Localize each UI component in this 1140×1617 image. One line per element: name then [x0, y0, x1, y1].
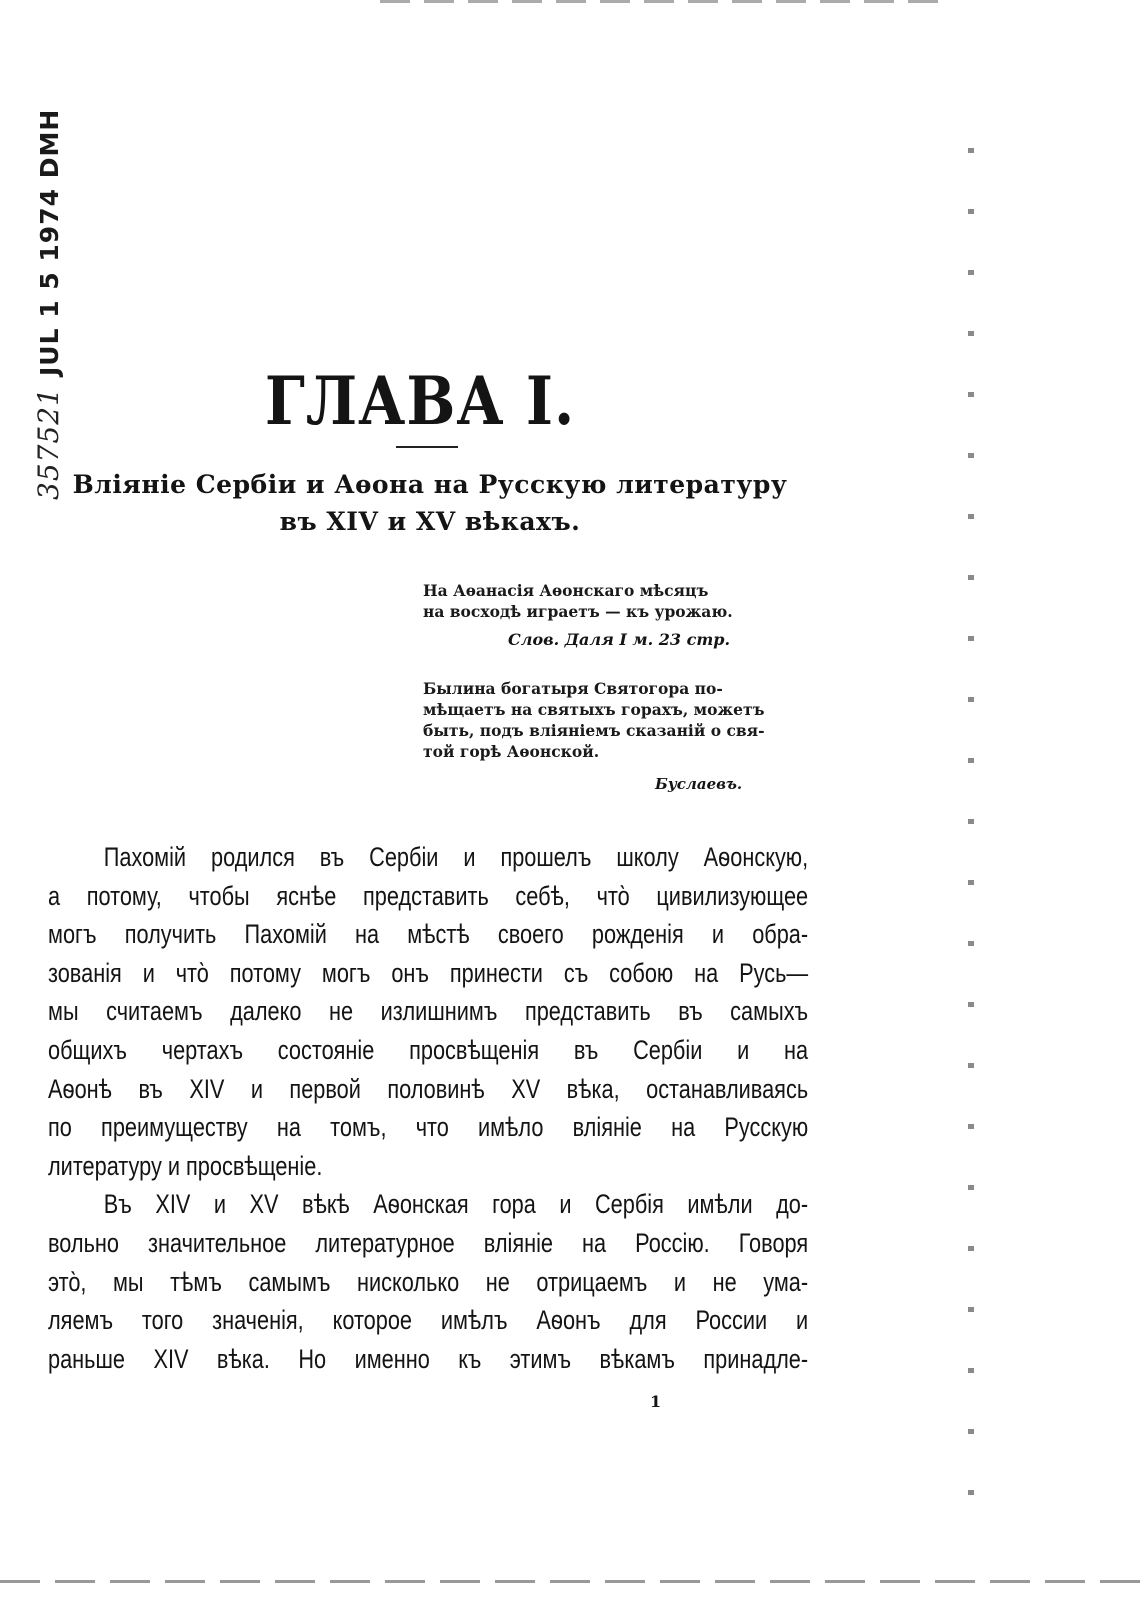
body-line: по преимуществу на томъ, что имѣло вліяніе на Русскую	[48, 1112, 809, 1143]
body-line: общихъ чертахъ состояніе просвѣщенія въ Сербіи и на	[48, 1034, 809, 1065]
epigraph-2-line: быть, подъ вліяніемъ сказаній о свя-	[423, 721, 765, 740]
body-line: Въ XIV и XV вѣкѣ Аѳонская гора и Сербія имѣли до-	[103, 1189, 809, 1220]
body-line: зованія и что̀ потому могъ онъ принести съ собою на Русь—	[48, 957, 809, 988]
body-line: раньше XIV вѣка. Но именно къ этимъ вѣкамъ принадле-	[48, 1343, 809, 1374]
chapter-subtitle-line-1: Вліяніе Сербіи и Аѳона на Русскую литературу	[72, 470, 788, 499]
epigraph-2	[423, 678, 803, 762]
chapter-subtitle-line-2: въ XIV и XV вѣкахъ.	[279, 507, 581, 536]
epigraph-1-line: На Аѳанасія Аѳонскаго мѣсяцъ	[423, 581, 709, 600]
body-line: мы считаемъ далеко не излишнимъ представить въ самыхъ	[48, 996, 809, 1027]
body-line: литературу и просвѣщеніе.	[48, 1150, 323, 1181]
body-line: вольно значительное литературное вліяніе на Россію. Говоря	[48, 1227, 809, 1258]
epigraph-2-line: мѣщаетъ на святыхъ горахъ, можетъ	[423, 700, 765, 719]
body-line: Аѳонѣ въ XIV и первой половинѣ XV вѣка, останавливаясь	[48, 1073, 809, 1104]
library-stamp	[32, 109, 65, 500]
chapter-title: ГЛАВА I.	[264, 362, 576, 441]
body-line: это̀, мы тѣмъ самымъ нисколько не отрицаемъ и не ума-	[48, 1266, 809, 1297]
body-line: а потому, чтобы яснѣе представить себѣ, что̀ цивилизующее	[48, 880, 809, 911]
epigraph-1	[423, 580, 803, 622]
body-text	[48, 838, 808, 1378]
epigraph-1-line: на восходѣ играетъ — къ урожаю.	[423, 602, 733, 621]
title-divider	[396, 446, 458, 448]
page-number: 1	[650, 1392, 662, 1411]
epigraph-1-source: Слов. Даля I м. 23 стр.	[508, 630, 731, 649]
stamp-date: JUL 1 5 1974 DMH	[35, 108, 64, 377]
epigraph-2-line: Былина богатыря Святогора по-	[423, 679, 723, 698]
epigraph-2-source: Буслаевъ.	[655, 775, 743, 793]
body-line: Пахомій родился въ Сербіи и прошелъ школу Аѳонскую,	[103, 842, 809, 872]
epigraph-2-line: той горѣ Аѳонской.	[423, 742, 600, 761]
scan-edge-right	[968, 120, 974, 1500]
scan-edge-bottom	[0, 1580, 1140, 1583]
scan-edge-top	[380, 0, 940, 3]
stamp-handwritten-number: 357521	[32, 387, 65, 500]
body-line: ляемъ того значенія, которое имѣлъ Аѳонъ для России и	[48, 1305, 809, 1336]
body-line: могъ получить Пахомій на мѣстѣ своего рожденія и обра-	[48, 919, 809, 950]
